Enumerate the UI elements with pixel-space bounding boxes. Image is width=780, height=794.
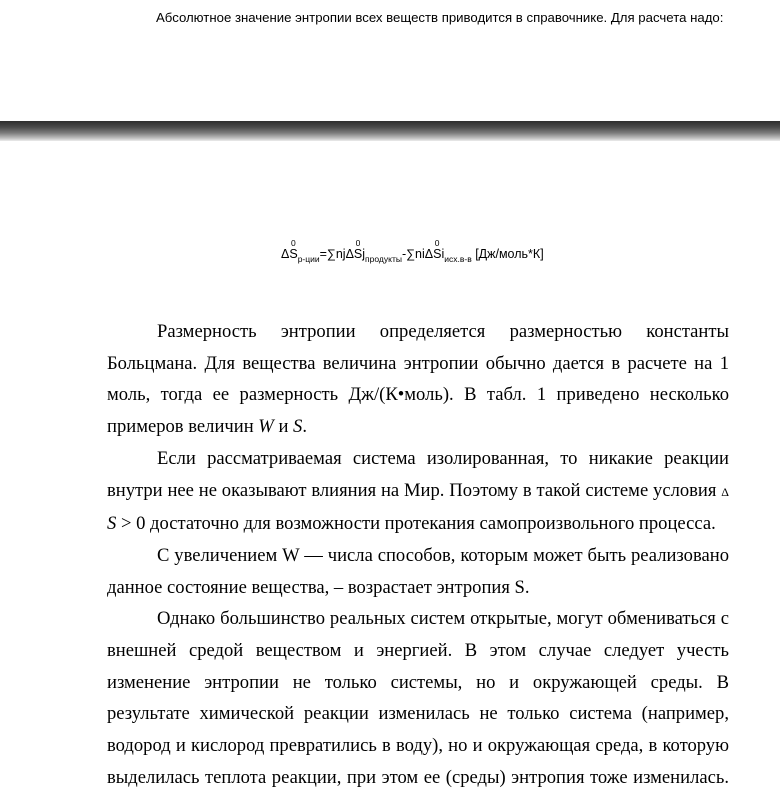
variable-s: S bbox=[293, 416, 303, 438]
body-text bbox=[107, 316, 729, 794]
paragraph-entropy-dimension bbox=[107, 316, 729, 443]
paragraph-text: . bbox=[302, 416, 307, 438]
formula-term-reaction bbox=[281, 238, 298, 261]
formula-sum-initial: -∑ni bbox=[401, 247, 425, 261]
header-text-line: Абсолютное значение энтропии всех веществ приводится в справочнике. Для расчета надо: bbox=[156, 10, 724, 25]
formula-index-i: i bbox=[441, 247, 445, 261]
paragraph-text: > 0 достаточно для возможности протекания самопроизвольного процесса. bbox=[116, 513, 716, 535]
formula-sup-zero: 0 bbox=[291, 238, 296, 248]
formula-units: [Дж/моль*К] bbox=[471, 247, 544, 261]
paragraph-entropy-growth: С увеличением W — числа способов, которым может быть реализовано данное состояние вещества, – возрастает энтропия S. bbox=[107, 544, 729, 598]
formula-sup-zero: 0 bbox=[434, 238, 440, 248]
formula-delta-s: ΔS bbox=[281, 247, 298, 261]
paragraph-text: и bbox=[273, 416, 294, 438]
formula-term-initial bbox=[424, 238, 445, 261]
variable-s: S bbox=[107, 513, 117, 535]
formula-delta-s: ΔS bbox=[345, 247, 363, 261]
formula-sum-products: =∑nj bbox=[319, 247, 346, 261]
formula-sub-initial: исх.в-в bbox=[444, 254, 472, 264]
variable-w: W bbox=[258, 416, 274, 438]
paragraph-text: Если рассматриваемая система изолированная, то никакие реакции внутри нее не оказывают влияния на Мир. Поэтому в такой системе условия bbox=[107, 447, 729, 501]
delta-symbol: Δ bbox=[721, 484, 729, 499]
paragraph-text: Размерность энтропии определяется размерностью константы Больцмана. Для вещества величина энтропии обычно дается в расчете на 1 моль, тогда ее размерность Дж/(К•моль). В табл. 1 приведено несколько примеров величин bbox=[107, 321, 729, 438]
paragraph-isolated-system bbox=[107, 443, 729, 540]
formula-sub-reaction: р-ции bbox=[297, 254, 320, 264]
formula-sub-products: продукты bbox=[365, 254, 402, 264]
formula-index-j: j bbox=[362, 247, 366, 261]
formula-delta-s: ΔS bbox=[424, 247, 442, 261]
entropy-formula bbox=[281, 238, 544, 264]
page-break-divider bbox=[0, 121, 780, 141]
paragraph-open-systems: Однако большинство реальных систем открытые, могут обмениваться с внешней средой веществом и энергией. В этом случае следует учесть изменение энтропии не только системы, но и окружающей среды. В результате химической реакции изменилась не только система (например, водород и кислород превратились в воду), но и окружающая среда, в которую выделилась теплота реакции, при этом ее (среды) энтропия тоже изменилась. bbox=[107, 608, 729, 788]
formula-term-products bbox=[345, 238, 366, 261]
formula-sup-zero: 0 bbox=[355, 238, 361, 248]
